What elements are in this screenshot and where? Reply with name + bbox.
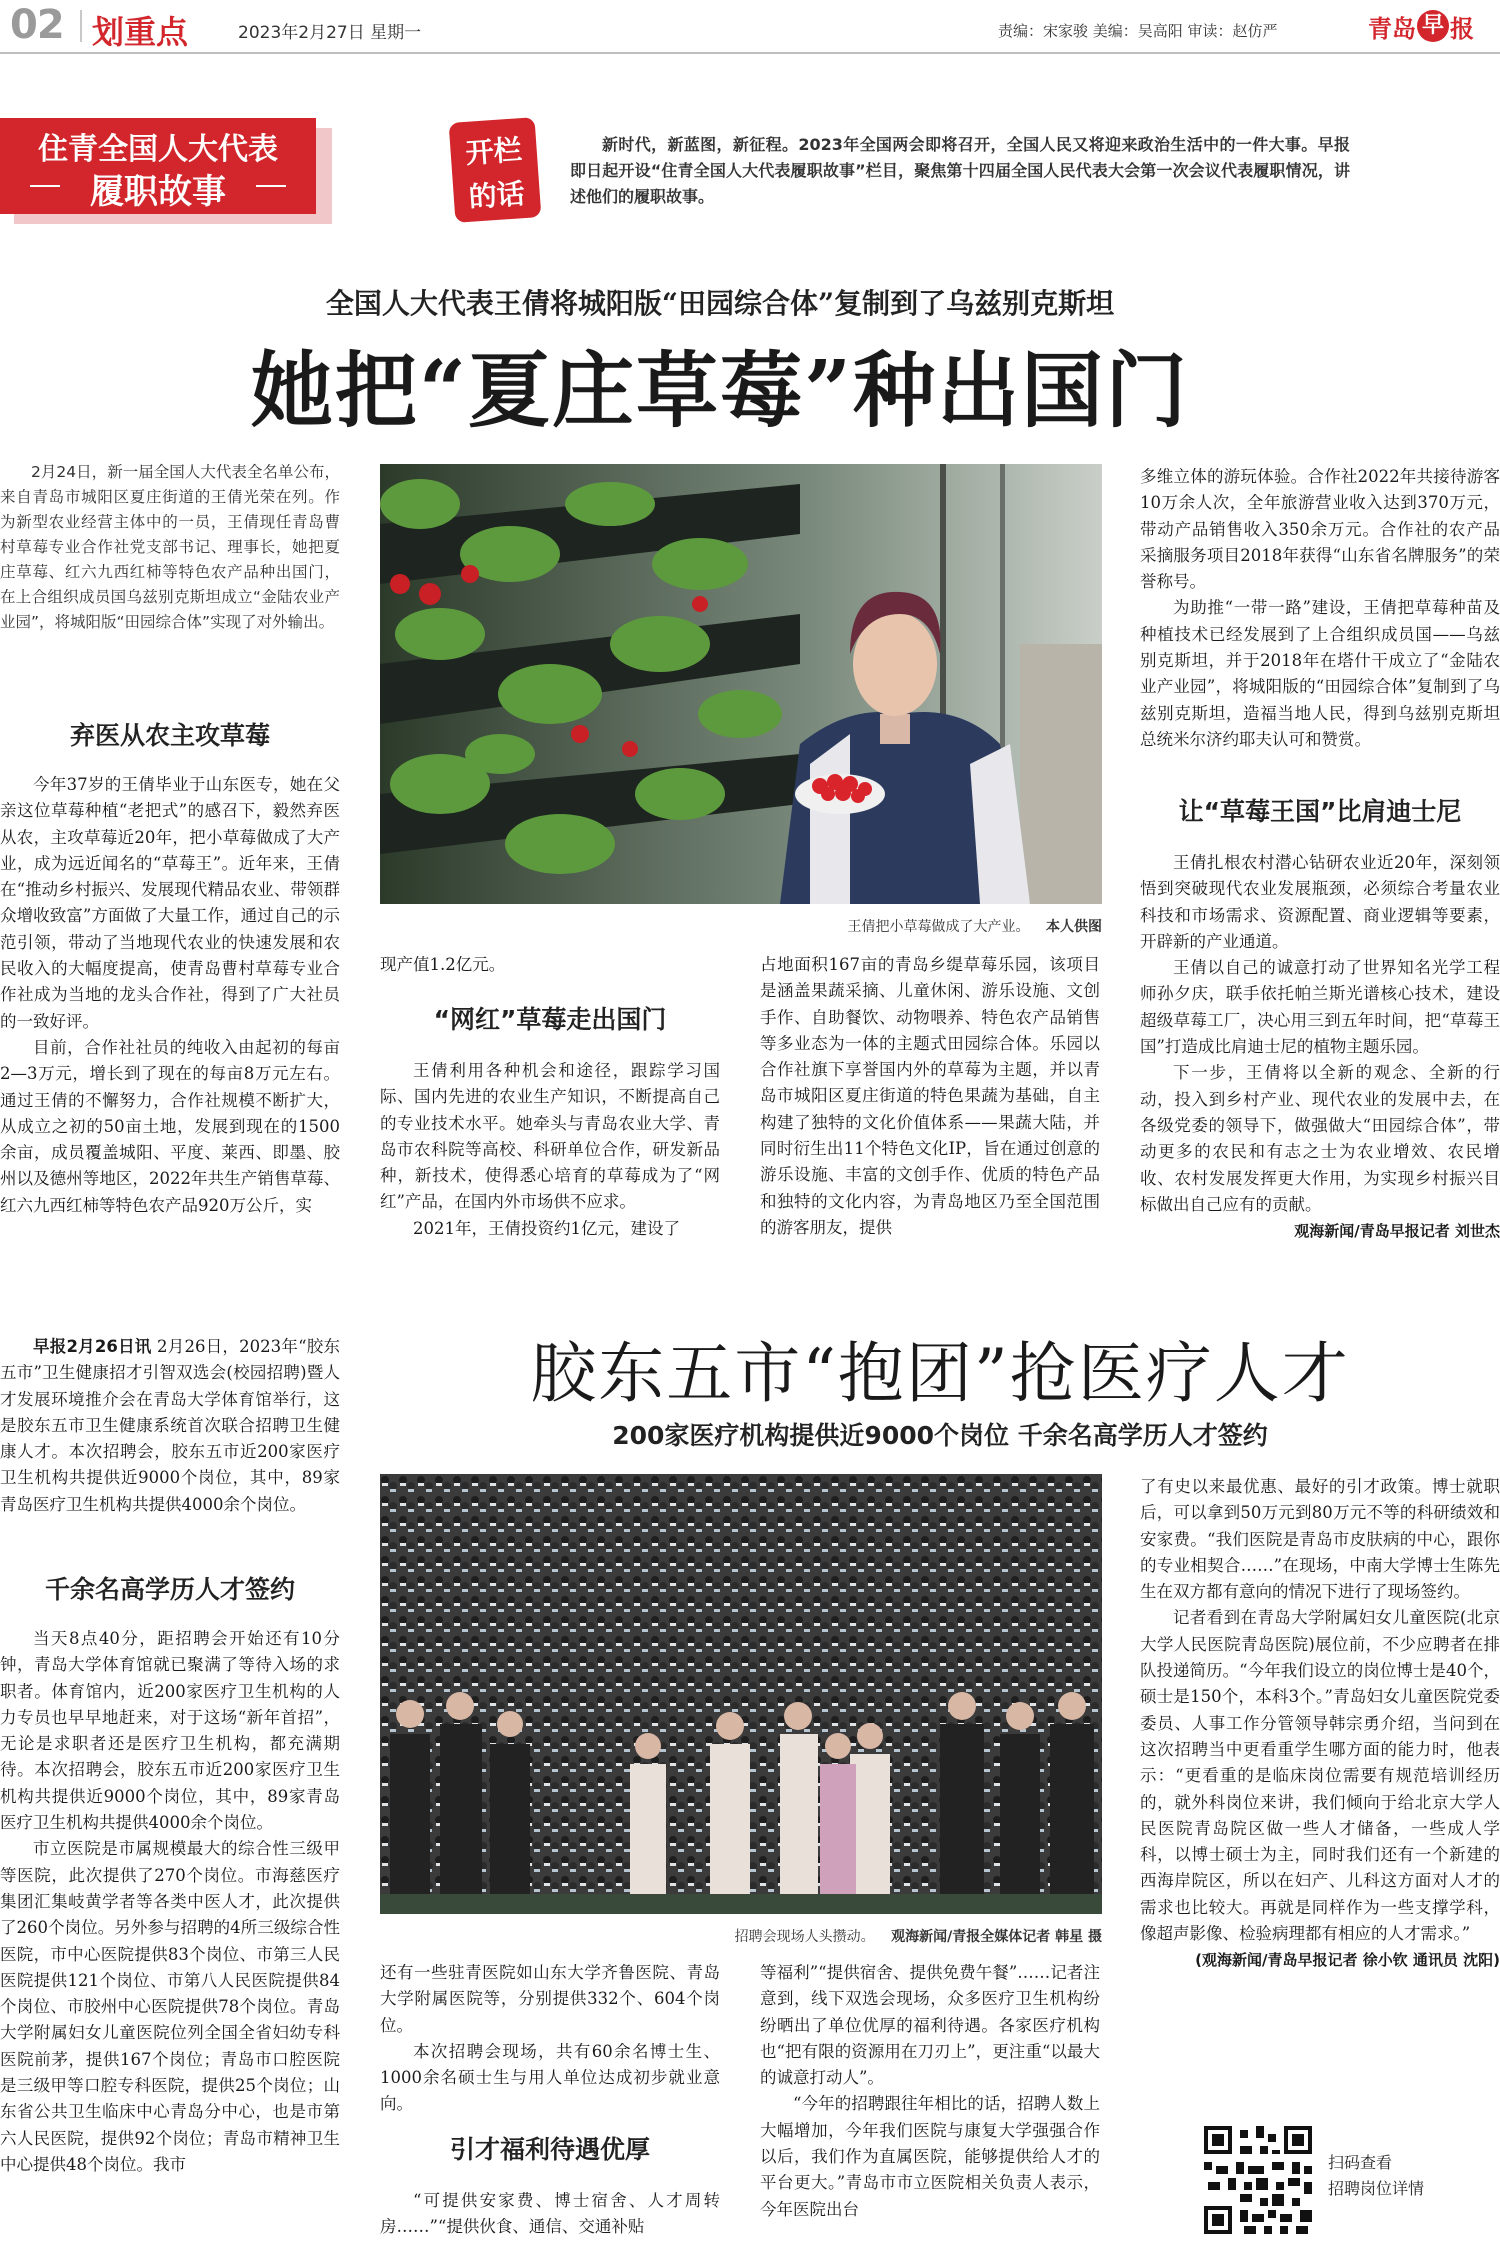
article2-lead [0, 1334, 340, 1518]
brand-logo [1368, 8, 1474, 44]
article2-col2-body-b: “可提供安家费、博士宿舍、人才周转房……”“提供伙食、通信、交通补贴 [380, 2191, 720, 2237]
article1-subhead-1: 弃医从农主攻草莓 [69, 721, 270, 750]
qr-code-icon [1200, 2122, 1316, 2238]
column-badge [0, 118, 330, 226]
paragraph: 了有史以来最优惠、最好的引才政策。博士就职后，可以拿到50万元到80万元不等的科研绩效和安家费。“我们医院是青岛市皮肤病的中心，跟你的专业相契合……”在现场，中南大学博士生陈先生在双方都有意向的情况下进行了现场签约。 [1140, 1477, 1500, 1602]
dateline: 早报2月26日讯 [33, 1337, 152, 1356]
qr-label-line2: 招聘岗位详情 [1328, 2179, 1425, 2198]
paragraph: 多维立体的游玩体验。合作社2022年共接待游客10万余人次，全年旅游营业收入达到370万元，带动产品销售收入350余万元。合作社的农产品采摘服务项目2018年获得“山东省名牌服务”的荣誉称号。 [1140, 467, 1500, 592]
article2-subhead-1: 千余名高学历人才签约 [44, 1575, 295, 1604]
masthead-rule [0, 52, 1500, 54]
paragraph: 为助推“一带一路”建设，王倩把草莓种苗及种植技术已经发展到了上合组织成员国——乌兹别克斯坦，并于2018年在塔什干成立了“金陆农业产业园”，将城阳版的“田园综合体”复制到了乌兹别克斯坦，造福当地人民，得到乌兹别克斯坦总统米尔济约耶夫认可和赞赏。 [1140, 598, 1500, 749]
masthead [0, 0, 1500, 52]
article2-subhead: 200家医疗机构提供近9000个岗位 千余名高学历人才签约 [612, 1421, 1268, 1450]
article1-col3-body: 占地面积167亩的青岛乡缇草莓乐园，该项目是涵盖果蔬采摘、儿童休闲、游乐设施、文创手作、自助餐饮、动物喂养、特色农产品销售等多业态为一体的主题式田园综合体。乐园以合作社旗下享誉国内外的草莓为主题，并以青岛市城阳区夏庄街道的特色果蔬为基础，自主构建了独特的文化价值体系——果蔬大陆，并同时衍生出11个特色文化IP，旨在通过创意的游乐设施、丰富的文创手作、优质的特色产品和独特的文化内容，为青岛地区乃至全国范围的游客朋友，提供 [760, 955, 1100, 1237]
intro-label-2: 的话 [467, 177, 526, 214]
paragraph: 等福利”“提供宿舍、提供免费午餐”……记者注意到，线下双选会现场，众多医疗卫生机构纷纷晒出了单位优厚的福利待遇。各家医疗机构也“把有限的资源用在刀刃上”，更注重“以最大的诚意打动人”。 [760, 1963, 1100, 2088]
badge-line1: 住青全国人大代表 [38, 132, 278, 167]
editors-line: 责编：宋家骏 美编：吴高阳 审读：赵仿严 [998, 22, 1278, 40]
article2-col3-body [760, 1960, 1100, 2223]
job-fair-photo-image [380, 1474, 1102, 1914]
brand-prefix: 青岛 [1368, 14, 1416, 43]
paragraph: 记者看到在青岛大学附属妇女儿童医院(北京大学人民医院青岛医院)展位前，不少应聘者在排队投递简历。“今年我们设立的岗位博士是40个，硕士是150个，本科3个。”青岛妇女儿童医院党委委员、人事工作分管领导韩宗勇介绍，当问到在这次招聘当中更看重学生哪方面的能力时，他表示：“更看重的是临床岗位需要有规范培训经历的，就外科岗位来讲，我们倾向于给北京大学人民医院青岛院区做一些人才储备，一些成人学科，以博士硕士为主，同时我们还有一个新建的西海岸院区，所以在妇产、儿科这方面对人才的需求也比较大。再就是同样作为一些支撑学科，像超声影像、检验病理都有相应的人才需求。” [1140, 1608, 1500, 1944]
article1-col4-body-b [1140, 850, 1500, 1244]
article2-headline: 胶东五市“抱团”抢医疗人才 [530, 1335, 1350, 1412]
caption-credit: 本人供图 [1046, 919, 1102, 935]
article1-headline: 她把“夏庄草莓”种出国门 [250, 343, 1190, 439]
strawberry-photo-caption [380, 916, 1102, 936]
paragraph: 目前，合作社社员的纯收入由起初的每亩2—3万元，增长到了现在的每亩8万元左右。通过王倩的不懈努力，合作社规模不断扩大，从成立之初的50亩土地，发展到现在的1500余亩，成员覆盖城阳、平度、莱西、即墨、胶州以及德州等地区，2022年共生产销售草莓、红六九西红柿等特色农产品920万公斤，实 [0, 1037, 340, 1215]
lead-text: 2月26日，2023年“胶东五市”卫生健康招才引智双选会(校园招聘)暨人才发展环境推介会在青岛大学体育馆举行，这是胶东五市卫生健康系统首次联合招聘卫生健康人才。本次招聘会，胶东五市近200家医疗卫生机构共提供近9000个岗位，其中，89家青岛医疗卫生机构共提供4000余个岗位。 [0, 1337, 341, 1514]
article2-byline: (观海新闻/青岛早报记者 徐小钦 通讯员 沈阳) [1195, 1951, 1500, 1970]
article1-kicker: 全国人大代表王倩将城阳版“田园综合体”复制到了乌兹别克斯坦 [325, 287, 1115, 320]
paragraph: 本次招聘会现场，共有60余名博士生、1000余名硕士生与用人单位达成初步就业意向。 [380, 2041, 720, 2114]
article1-col2-start: 现产值1.2亿元。 [380, 955, 506, 974]
paragraph: 王倩扎根农村潜心钻研农业近20年，深刻领悟到突破现代农业发展瓶颈，必须综合考量农业科技和市场需求、资源配置、商业逻辑等要素，开辟新的产业通道。 [1140, 853, 1500, 951]
paragraph: 2021年，王倩投资约1亿元，建设了 [413, 1218, 680, 1238]
article1-col4-body-a [1140, 464, 1500, 753]
qr-code[interactable] [1200, 2122, 1316, 2238]
article1-col1-body [0, 772, 340, 1219]
paragraph: “今年的招聘跟往年相比的话，招聘人数上大幅增加，今年我们医院与康复大学强强合作以后，我们作为直属医院，能够提供给人才的平台更大。”青岛市市立医院相关负责人表示，今年医院出台 [760, 2094, 1100, 2219]
paragraph: 下一步，王倩将以全新的观念、全新的行动，投入到乡村产业、现代农业的发展中去，在各级党委的领导下，做强做大“田园综合体”，带动更多的农民和有志之士为农业增效、农民增收、农村发展发挥更大作用，为实现乡村振兴目标做出自己应有的贡献。 [1140, 1063, 1500, 1214]
paragraph: 还有一些驻青医院如山东大学齐鲁医院、青岛大学附属医院等，分别提供332个、604个岗位。 [380, 1963, 720, 2035]
paragraph: 王倩利用各种机会和途径，跟踪学习国际、国内先进的农业生产知识，不断提高自己的专业技术水平。她牵头与青岛农业大学、青岛市农科院等高校、科研单位合作，研发新品种，新技术，使得悉心培育的草莓成为了“网红”产品，在国内外市场供不应求。 [380, 1061, 720, 1212]
paragraph: 今年37岁的王倩毕业于山东医专，她在父亲这位草莓种植“老把式”的感召下，毅然弃医从农，主攻草莓近20年，把小草莓做成了大产业，成为远近闻名的“草莓王”。近年来，王倩在“推动乡村振兴、发展现代精品农业、带领群众增收致富”方面做了大量工作，通过自己的示范引领，带动了当地现代农业的快速发展和农民收入的大幅度提高，使青岛曹村草莓专业合作社成为当地的龙头合作社，得到了广大社员的一致好评。 [0, 775, 340, 1031]
brand-suffix: 报 [1450, 14, 1474, 43]
masthead-divider [80, 10, 82, 42]
caption-text: 招聘会现场人头攒动。 [734, 1929, 875, 1945]
section-name: 划重点 [92, 13, 189, 51]
intro-badge [449, 117, 542, 223]
issue-date: 2023年2月27日 星期一 [238, 23, 422, 43]
caption-text: 王倩把小草莓做成了大产业。 [847, 919, 1030, 935]
intro-label-1: 开栏 [464, 133, 523, 170]
page-number: 02 [10, 2, 64, 48]
article1-lead: 2月24日，新一届全国人大代表全名单公布，来自青岛市城阳区夏庄街道的王倩光荣在列。作为新型农业经营主体中的一员，王倩现任青岛曹村草莓专业合作社党支部书记、理事长，她把夏庄草莓、红六九西红柿等特色农产品种出国门，在上合组织成员国乌兹别克斯坦成立“金陆农业产业园”，将城阳版“田园综合体”实现了对外输出。 [0, 463, 340, 631]
paragraph: 当天8点40分，距招聘会开始还有10分钟，青岛大学体育馆就已聚满了等待入场的求职者。体育馆内，近200家医疗卫生机构的人力专员也早早地赶来，对于这场“新年首招”，无论是求职者还是医疗卫生机构，都充满期待。本次招聘会，胶东五市近200家医疗卫生机构共提供近9000个岗位，其中，89家青岛医疗卫生机构共提供4000余个岗位。 [0, 1629, 340, 1833]
paragraph: 市立医院是市属规模最大的综合性三级甲等医院，此次提供了270个岗位。市海慈医疗集团汇集岐黄学者等各类中医人才，此次提供了260个岗位。另外参与招聘的4所三级综合性医院，市中心医院提供83个岗位、市第三人民医院提供121个岗位、市第八人民医院提供84个岗位、市胶州中心医院提供78个岗位。青岛大学附属妇女儿童医院位列全国全省妇幼专科医院前茅，提供167个岗位；青岛市口腔医院是三级甲等口腔专科医院，提供25个岗位；山东省公共卫生临床中心青岛分中心，也是市第六人民医院，提供92个岗位；青岛市精神卫生中心提供48个岗位。我市 [0, 1839, 340, 2174]
article1-col2-body [380, 1058, 720, 1242]
qr-label [1328, 2150, 1424, 2202]
article2-subhead-2: 引才福利待遇优厚 [449, 2135, 650, 2164]
intro-text: 新时代，新蓝图，新征程。2023年全国两会即将召开，全国人民又将迎来政治生活中的一件大事。早报即日起开设“住青全国人大代表履职故事”栏目，聚焦第十四届全国人民代表大会第一次会议代表履职情况，讲述他们的履职故事。 [570, 135, 1350, 206]
strawberry-photo [380, 464, 1102, 904]
article1-subhead-3: 让“草莓王国”比肩迪士尼 [1178, 797, 1462, 826]
qr-label-line1: 扫码查看 [1328, 2153, 1393, 2172]
article1-byline: 观海新闻/青岛早报记者 刘世杰 [1294, 1222, 1500, 1241]
paragraph: 王倩以自己的诚意打动了世界知名光学工程师孙夕庆，联手依托帕兰斯光谱核心技术，建设超级草莓工厂，决心用三到五年时间，把“草莓王国”打造成比肩迪士尼的植物主题乐园。 [1140, 958, 1500, 1057]
job-fair-photo-caption [380, 1926, 1102, 1946]
article1-subhead-2: “网红”草莓走出国门 [433, 1005, 667, 1034]
badge-line2: 履职故事 [90, 172, 226, 212]
job-fair-photo [380, 1474, 1102, 1914]
strawberry-photo-image [380, 464, 1102, 904]
brand-circle: 早 [1417, 10, 1449, 42]
article2-col1-body [0, 1626, 340, 2178]
article2-col4-body [1140, 1474, 1500, 1974]
caption-credit: 观海新闻/青报全媒体记者 韩星 摄 [891, 1929, 1102, 1945]
article2-col2-body-a [380, 1960, 720, 2118]
